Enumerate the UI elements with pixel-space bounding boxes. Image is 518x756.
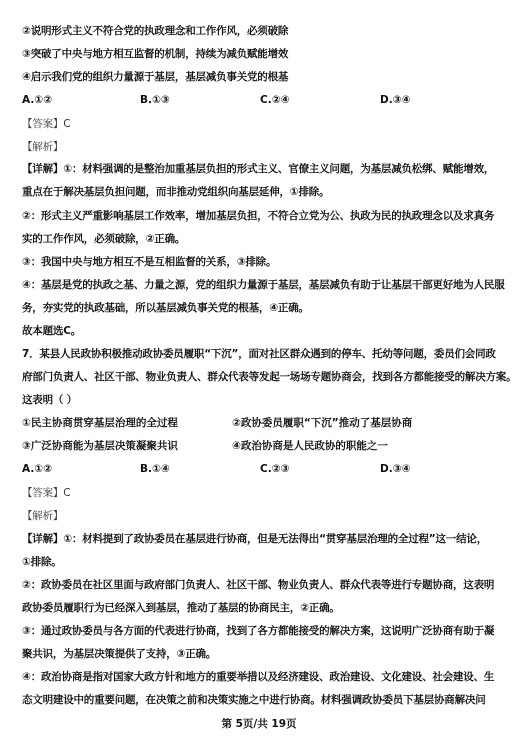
detail-line: ①排除。 xyxy=(22,556,62,568)
detail-line: ③：我国中央与地方相互不是互相监督的关系，③排除。 xyxy=(22,256,277,268)
option-a: A.①② xyxy=(22,94,53,106)
option-b: B.①④ xyxy=(140,463,170,475)
detail-line: 政协委员履职行为已经深入到基层，推动了基层的协商民主，②正确。 xyxy=(22,602,340,614)
option-c: C.②③ xyxy=(260,463,290,475)
detail-line: 聚共识，为基层决策提供了支持，③正确。 xyxy=(22,648,217,660)
detail-line: ②：形式主义严重影响基层工作效率，增加基层负担，不符合立党为公、执政为民的执政理念以及求真务 xyxy=(22,210,495,222)
option-b: B.①③ xyxy=(140,94,170,106)
analysis-tag: 【解析】 xyxy=(22,510,64,522)
detail-line: ②：政协委员在社区里面与政府部门负责人、社区干部、物业负责人、群众代表等进行专题协商，这表明 xyxy=(22,579,495,591)
option-d: D.③④ xyxy=(380,463,411,475)
detail-line: ④：政治协商是指对国家大政方针和地方的重要举措以及经济建设、政治建设、文化建设、社会建设、生 xyxy=(22,671,495,683)
question-stem: 府部门负责人、社区干部、物业负责人、群众代表等发起一场场专题协商会，找到各方都能接受的解决方案。 xyxy=(22,371,517,383)
statement-4: ④政治协商是人民政协的职能之一 xyxy=(232,440,388,452)
statement-3: ③突破了中央与地方相互监督的机制，持续为减负赋能增效 xyxy=(22,48,289,60)
statement-4: ④启示我们党的组织力量源于基层，基层减负事关党的根基 xyxy=(22,71,289,83)
detail-line: 务，夯实党的执政基础，所以基层减负事关党的根基，④正确。 xyxy=(22,302,309,314)
statement-1: ①民主协商贯穿基层治理的全过程 xyxy=(22,417,178,429)
detail-line: 重点在于解决基层负担问题，而非推动党组织向基层延伸，①排除。 xyxy=(22,186,330,198)
detail-line: ③：通过政协委员与各方面的代表进行协商，找到了各方都能接受的解决方案，这说明广泛协商有助于凝 xyxy=(22,625,495,637)
detail-line: 【详解】①：材料强调的是整治加重基层负担的形式主义、官僚主义问题，为基层减负松绑、赋能增效， xyxy=(22,163,495,175)
answer-tag: 【答案】C xyxy=(22,118,71,130)
conclusion: 故本题选C。 xyxy=(22,325,82,337)
detail-line: 【详解】①：材料提到了政协委员在基层进行协商，但是无法得出“贯穿基层治理的全过程”这一结论， xyxy=(22,533,487,545)
analysis-tag: 【解析】 xyxy=(22,141,64,153)
detail-line: ④：基层是党的执政之基、力量之源，党的组织力量源于基层，基层减负有助于让基层干部更好地为人民服 xyxy=(22,279,505,291)
option-c: C.②④ xyxy=(260,94,290,106)
question-stem: 这表明（ ） xyxy=(22,394,77,406)
option-a: A.①② xyxy=(22,463,53,475)
page-number: 第 5页/共 19页 xyxy=(221,718,297,730)
answer-tag: 【答案】C xyxy=(22,487,71,499)
detail-line: 态文明建设中的重要问题，在决策之前和决策实施之中进行协商。材料强调政协委员下基层协商解决问 xyxy=(22,694,486,706)
statement-2: ②说明形式主义不符合党的执政理念和工作作风，必须破除 xyxy=(22,25,289,37)
question-stem: 7．某县人民政协积极推动政协委员履职“下沉”，面对社区群众遇到的停车、托幼等问题，委员们会同政 xyxy=(22,348,496,360)
statement-2: ②政协委员履职“下沉”推动了基层协商 xyxy=(232,417,413,429)
detail-line: 实的工作作风，必须破除，②正确。 xyxy=(22,233,186,245)
option-d: D.③④ xyxy=(380,94,411,106)
statement-3: ③广泛协商能为基层决策凝聚共识 xyxy=(22,440,178,452)
